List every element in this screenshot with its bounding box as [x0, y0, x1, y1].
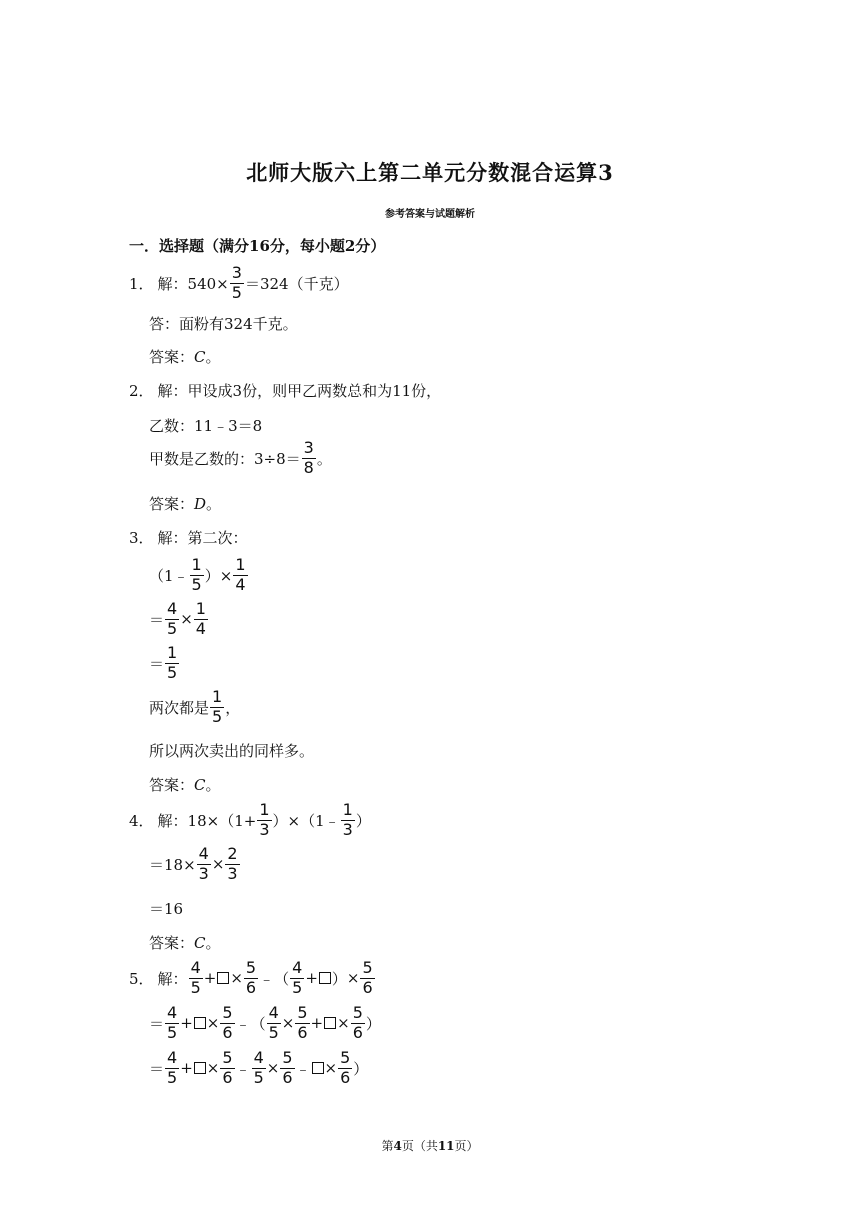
text: 。 — [205, 348, 221, 366]
denominator: 3 — [259, 819, 270, 839]
numerator: 2 — [227, 844, 238, 863]
q3-line-3 — [149, 601, 209, 638]
footer-text: 页（共 — [401, 1139, 438, 1153]
fraction — [244, 960, 258, 997]
denominator: 3 — [227, 863, 238, 883]
denominator: 5 — [167, 618, 178, 638]
text: ＝ — [149, 1059, 165, 1078]
text: ＝ — [149, 654, 165, 673]
text: 解：第二次： — [157, 529, 248, 547]
denominator: 5 — [231, 282, 242, 302]
fraction — [210, 689, 224, 726]
denominator: 6 — [222, 1067, 233, 1087]
q5-line-2 — [149, 1005, 381, 1042]
numerator: 5 — [297, 1003, 308, 1022]
question-number: 4． — [129, 811, 154, 830]
q4-answer — [149, 932, 221, 953]
fraction — [295, 1005, 309, 1042]
denominator: 5 — [268, 1022, 279, 1042]
denominator: 6 — [340, 1067, 351, 1087]
q2-line-1 — [129, 380, 441, 401]
text: ＝16 — [149, 900, 184, 918]
q1-line-1 — [129, 265, 349, 302]
fraction — [257, 802, 271, 839]
numerator: 1 — [342, 800, 353, 819]
page-footer — [0, 1137, 860, 1154]
denominator: 4 — [195, 618, 206, 638]
numerator: 5 — [352, 1003, 363, 1022]
fraction — [230, 265, 244, 302]
left-paren: （ — [274, 969, 290, 988]
numerator: 4 — [198, 844, 209, 863]
text: 。 — [205, 934, 221, 952]
q3-line-5 — [149, 689, 240, 726]
text: （1﹣ — [149, 566, 189, 585]
fraction — [280, 1050, 294, 1087]
fraction — [165, 1050, 179, 1087]
numerator: 3 — [231, 263, 242, 282]
footer-text: 页） — [454, 1139, 479, 1153]
fraction — [360, 960, 374, 997]
denominator: 5 — [167, 662, 178, 682]
q3-line-1 — [129, 527, 248, 548]
numerator: 5 — [245, 958, 257, 977]
text: ＝324（千克） — [244, 274, 349, 293]
denominator: 5 — [292, 977, 303, 997]
denominator: 6 — [352, 1022, 363, 1042]
minus-sign: ﹣ — [235, 1014, 251, 1033]
right-paren: ） — [353, 1059, 369, 1078]
text: ）×（1﹣ — [272, 811, 340, 830]
blank-box — [324, 1017, 336, 1029]
numerator: 5 — [340, 1048, 351, 1067]
denominator: 6 — [222, 1022, 233, 1042]
minus-sign: ﹣ — [295, 1059, 311, 1078]
right-paren: ） — [365, 1014, 381, 1033]
q5-line-1 — [129, 960, 376, 997]
q1-answer — [149, 346, 221, 367]
question-number: 5． — [129, 969, 154, 988]
fraction — [165, 601, 179, 638]
q3-line-6 — [149, 740, 314, 761]
fraction — [165, 1005, 179, 1042]
fraction — [220, 1050, 234, 1087]
denominator: 6 — [362, 977, 373, 997]
numerator: 4 — [167, 1048, 178, 1067]
fraction — [290, 960, 304, 997]
denominator: 5 — [212, 706, 223, 726]
q2-answer — [149, 493, 221, 514]
text: ）× — [204, 566, 233, 585]
fraction — [351, 1005, 365, 1042]
denominator: 8 — [303, 457, 314, 477]
text: 答：面粉有324千克。 — [149, 315, 298, 333]
q4-line-2 — [149, 846, 241, 883]
numerator: 5 — [362, 958, 373, 977]
denominator: 5 — [253, 1067, 264, 1087]
blank-box — [194, 1062, 206, 1074]
current-page: 4 — [393, 1139, 402, 1153]
q3-answer — [149, 774, 221, 795]
q3-line-4 — [149, 645, 180, 682]
denominator: 4 — [235, 574, 246, 594]
q1-line-2 — [149, 313, 298, 334]
fraction — [190, 557, 204, 594]
fraction — [341, 802, 355, 839]
minus-sign: ﹣ — [235, 1059, 251, 1078]
answer-label: 答案： — [149, 348, 195, 366]
numerator: 4 — [190, 958, 201, 977]
denominator: 3 — [342, 819, 353, 839]
right-paren: ） — [331, 969, 347, 988]
q2-line-3 — [149, 440, 332, 477]
fraction — [302, 440, 316, 477]
answer-label: 答案： — [149, 495, 195, 513]
text: 解：甲设成3份，则甲乙两数总和为11份， — [157, 382, 442, 400]
page-title: 北师大版六上第二单元分数混合运算3 — [246, 160, 614, 185]
text: 。 — [206, 495, 222, 513]
text: 。 — [316, 449, 332, 468]
text: ＝18× — [149, 855, 196, 874]
numerator: 4 — [167, 1003, 178, 1022]
fraction — [233, 557, 247, 594]
times-sign: × — [281, 1014, 295, 1033]
question-number: 1． — [129, 274, 154, 293]
text: ＝ — [149, 1014, 165, 1033]
denominator: 6 — [282, 1067, 293, 1087]
plus-sign: + — [203, 969, 217, 988]
question-number: 2． — [129, 382, 154, 400]
numerator: 1 — [195, 599, 206, 618]
fraction — [220, 1005, 234, 1042]
q4-line-3 — [149, 898, 183, 919]
text: × — [180, 610, 193, 629]
numerator: 5 — [282, 1048, 293, 1067]
numerator: 4 — [292, 958, 303, 977]
denominator: 5 — [167, 1067, 178, 1087]
numerator: 1 — [212, 687, 223, 706]
text: × — [211, 855, 225, 874]
text: 解： — [157, 969, 188, 988]
numerator: 3 — [303, 438, 314, 457]
numerator: 5 — [222, 1003, 233, 1022]
text: 。 — [205, 776, 221, 794]
fraction — [338, 1050, 352, 1087]
numerator: 1 — [191, 555, 202, 574]
numerator: 4 — [167, 599, 178, 618]
numerator: 1 — [235, 555, 246, 574]
page-subtitle: 参考答案与试题解析 — [385, 209, 475, 220]
q4-line-1 — [129, 802, 371, 839]
text: 两次都是 — [149, 698, 210, 717]
blank-box — [312, 1062, 324, 1074]
answer-label: 答案： — [149, 776, 195, 794]
times-sign: × — [337, 1014, 350, 1033]
blank-box — [194, 1017, 206, 1029]
times-sign: × — [324, 1059, 338, 1078]
times-sign: × — [266, 1059, 280, 1078]
numerator: 4 — [268, 1003, 279, 1022]
q2-line-2 — [149, 415, 262, 436]
numerator: 1 — [167, 643, 178, 662]
footer-text: 第 — [381, 1139, 394, 1153]
fraction — [197, 846, 211, 883]
text: 解：540× — [157, 274, 229, 293]
denominator: 6 — [297, 1022, 308, 1042]
text: ， — [225, 698, 241, 717]
numerator: 5 — [222, 1048, 233, 1067]
numerator: 4 — [253, 1048, 264, 1067]
blank-box — [319, 972, 331, 984]
text: 所以两次卖出的同样多。 — [149, 742, 315, 760]
denominator: 5 — [191, 574, 202, 594]
minus-sign: ﹣ — [259, 969, 275, 988]
answer-choice: C — [194, 347, 206, 366]
plus-sign: + — [310, 1014, 324, 1033]
question-number: 3． — [129, 529, 154, 547]
q5-line-3 — [149, 1050, 368, 1087]
times-sign: × — [206, 1059, 220, 1078]
times-sign: × — [230, 969, 243, 988]
text: 甲数是乙数的：3÷8＝ — [149, 449, 301, 468]
answer-choice: D — [194, 494, 207, 513]
fraction — [252, 1050, 266, 1087]
fraction — [194, 601, 208, 638]
text: 乙数：11﹣3＝8 — [149, 417, 263, 435]
plus-sign: + — [180, 1014, 193, 1033]
text: ＝ — [149, 610, 165, 629]
fraction — [189, 960, 203, 997]
answer-choice: C — [194, 933, 206, 952]
q3-line-2 — [149, 557, 249, 594]
text: 解：18×（1+ — [157, 811, 257, 830]
text: ） — [355, 811, 371, 830]
fraction — [267, 1005, 281, 1042]
blank-box — [217, 972, 229, 984]
plus-sign: + — [180, 1059, 193, 1078]
numerator: 1 — [259, 800, 270, 819]
denominator: 6 — [245, 977, 257, 997]
times-sign: × — [346, 969, 360, 988]
denominator: 5 — [167, 1022, 178, 1042]
fraction — [225, 846, 239, 883]
section-heading: 一．选择题（满分16分，每小题2分） — [129, 237, 386, 255]
plus-sign: + — [305, 969, 318, 988]
answer-label: 答案： — [149, 934, 195, 952]
answer-choice: C — [194, 775, 206, 794]
denominator: 3 — [198, 863, 209, 883]
total-pages: 11 — [437, 1139, 455, 1153]
times-sign: × — [206, 1014, 220, 1033]
denominator: 5 — [190, 977, 201, 997]
left-paren: （ — [250, 1014, 266, 1033]
fraction — [165, 645, 179, 682]
